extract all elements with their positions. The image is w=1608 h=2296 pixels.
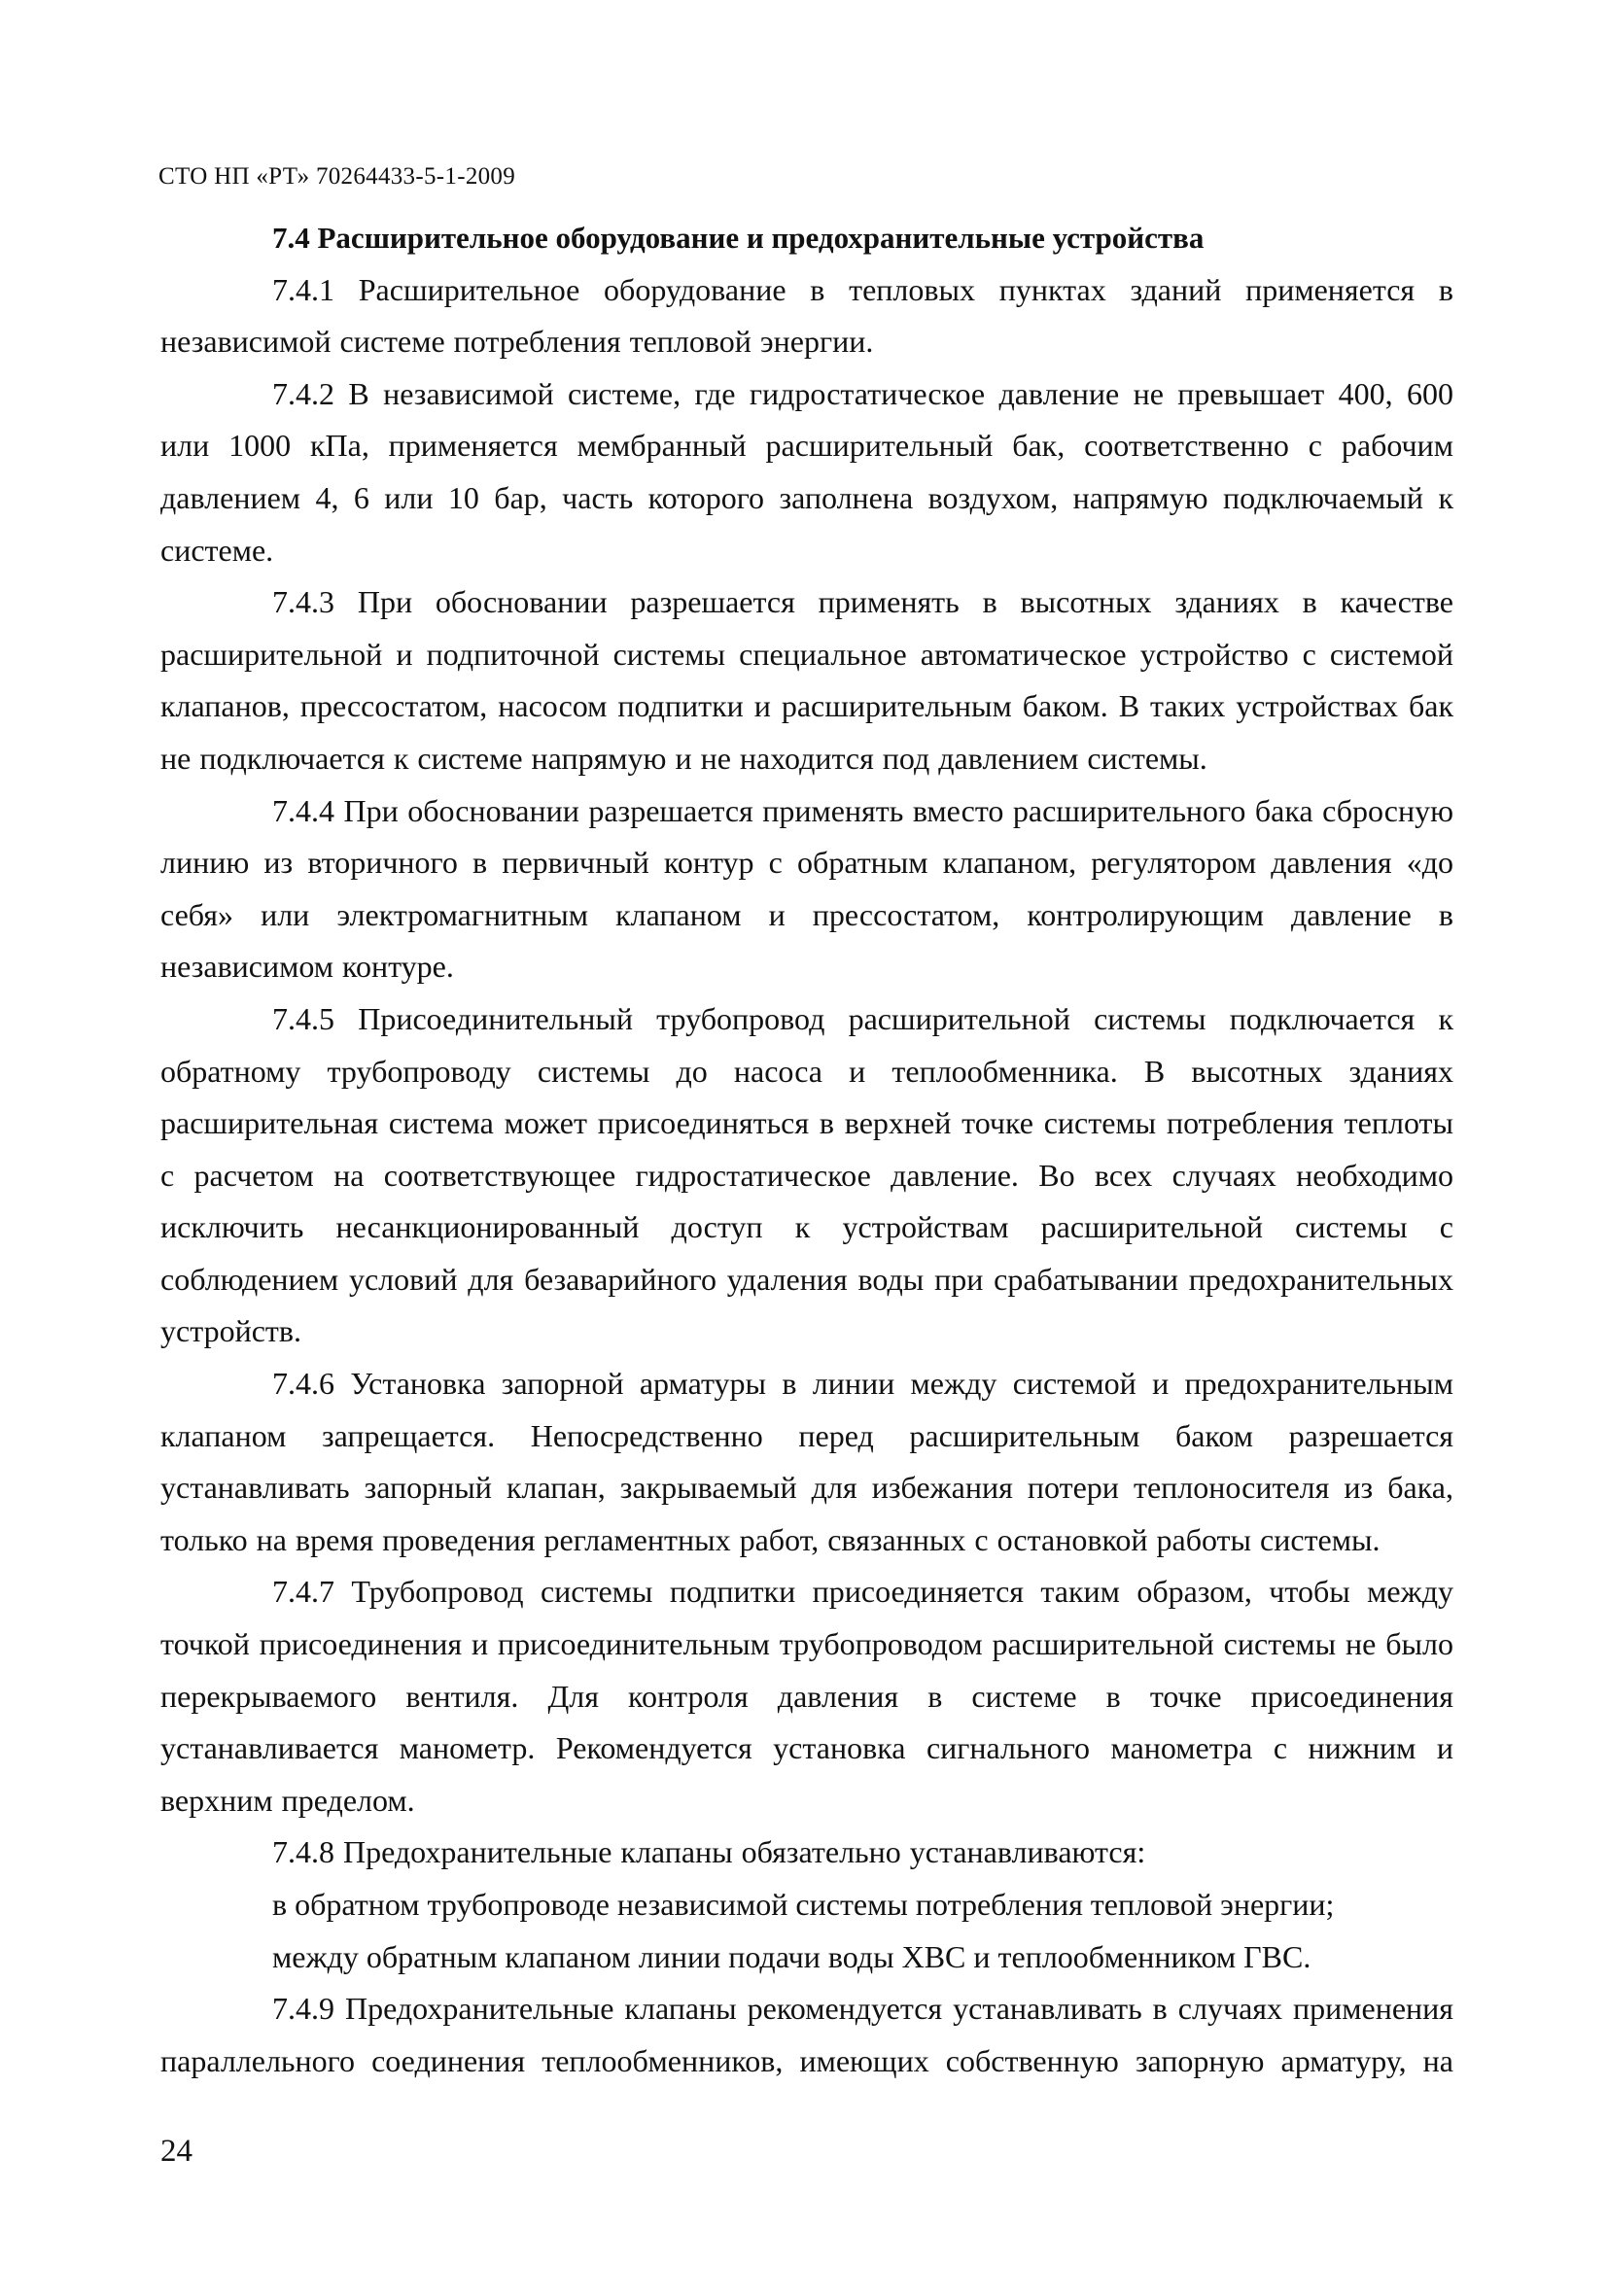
paragraph-7-4-5: 7.4.5 Присоединительный трубопровод расширительной системы подключается к обратному трубопроводу системы до насоса и теплообменника. В высотных зданиях расширительная система может присоединяться в верхней точке системы потребления теплоты с расчетом на соответствующее гидростатическое давление. Во всех случаях необходимо исключить несанкционированный доступ к устройствам расширительной системы с соблюдением условий для безаварийного удаления воды при срабатывании предохранительных устройств. (160, 1000, 1453, 1349)
section-heading: 7.4 Расширительное оборудование и предохранительные устройства (272, 221, 1205, 255)
list-item: в обратном трубопроводе независимой системы потребления тепловой энергии; (272, 1887, 1335, 1922)
paragraph-7-4-3: 7.4.3 При обосновании разрешается применять в высотных зданиях в качестве расширительной и подпиточной системы специальное автоматическое устройство с системой клапанов, прессостатом, насосом подпитки и расширительным баком. В таких устройствах бак не подключается к системе напрямую и не находится под давлением системы. (160, 584, 1453, 776)
page-number: 24 (160, 2134, 192, 2169)
paragraph-7-4-6: 7.4.6 Установка запорной арматуры в линии между системой и предохранительным клапаном запрещается. Непосредственно перед расширительным баком разрешается устанавливать запорный клапан, закрываемый для избежания потери теплоносителя из бака, только на время проведения регламентных работ, связанных с остановкой работы системы. (160, 1366, 1453, 1557)
paragraph-7-4-9: 7.4.9 Предохранительные клапаны рекомендуется устанавливать в случаях применения параллельного соединения теплообменников, имеющих собственную запорную арматуру, на (160, 1991, 1453, 2078)
list-item: между обратным клапаном линии подачи воды ХВС и теплообменником ГВС. (272, 1938, 1311, 1974)
section-content (160, 212, 1453, 2087)
paragraph-7-4-7: 7.4.7 Трубопровод системы подпитки присоединяется таким образом, чтобы между точкой присоединения и присоединительным трубопроводом расширительной системы не было перекрываемого вентиля. Для контроля давления в системе в точке присоединения устанавливается манометр. Рекомендуется установка сигнального манометра с нижним и верхним пределом. (160, 1574, 1453, 1818)
paragraph-7-4-2: 7.4.2 В независимой системе, где гидростатическое давление не превышает 400, 600 или 1000 кПа, применяется мембранный расширительный бак, соответственно с рабочим давлением 4, 6 или 10 бар, часть которого заполнена воздухом, напрямую подключаемый к системе. (160, 375, 1453, 568)
paragraph-7-4-1: 7.4.1 Расширительное оборудование в тепловых пунктах зданий применяется в независимой системе потребления тепловой энергии. (160, 271, 1453, 360)
paragraph-7-4-4: 7.4.4 При обосновании разрешается применять вместо расширительного бака сбросную линию из вторичного в первичный контур с обратным клапаном, регулятором давления «до себя» или электромагнитным клапаном и прессостатом, контролирующим давление в независимом контуре. (160, 792, 1453, 985)
document-code-header: СТО НП «РТ» 70264433-5-1-2009 (158, 163, 516, 190)
paragraph-7-4-8: 7.4.8 Предохранительные клапаны обязательно устанавливаются: (272, 1834, 1146, 1870)
